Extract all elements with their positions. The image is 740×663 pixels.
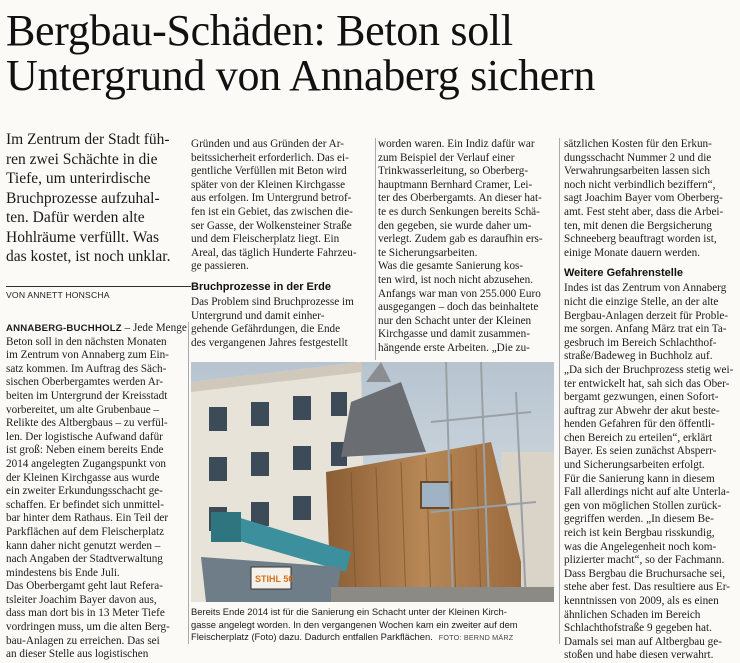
text-line: Das Problem sind Bruchprozesse im — [191, 295, 354, 308]
text-line: ist groß: Neben einem bereits Ende — [6, 444, 164, 457]
text-line: nur den Schacht unter der Kleinen — [378, 314, 532, 327]
text-line: sischen Oberbergamtes werden Ar- — [6, 376, 164, 389]
text-line: an dieser Stelle aus logistischen — [6, 648, 149, 661]
dateline-line — [6, 322, 186, 336]
text-line: ausgegangen – doch das beinhaltete — [378, 301, 539, 314]
teaser-line: Im Zentrum der Stadt füh- — [6, 131, 170, 148]
text-line: was die Angelegenheit noch kom- — [564, 540, 717, 553]
text-line: Beton soll in den nächsten Monaten — [6, 335, 167, 348]
text-line: bar hinter dem Rathaus. Ein Teil der — [6, 512, 169, 525]
text-line: bergamt gezwungen, einen Sofort- — [564, 391, 719, 404]
text-line: Gründen und aus Gründen der Ar- — [191, 138, 344, 150]
text-line: worden waren. Ein Indiz dafür war — [378, 138, 535, 150]
text-line: ser Gasse, der Wolkensteiner Straße — [191, 219, 352, 232]
text-line: te es durch Senkungen bereits Schä- — [378, 205, 540, 218]
sign-text: STIHL 50 — [255, 574, 294, 584]
text-line: ten, mit denen die Bergsicherung — [564, 219, 712, 232]
article-column-4 — [564, 138, 736, 663]
text-line: te Sicherungsarbeiten. — [378, 246, 478, 259]
text-line: den gegeben, sie wurde daher um- — [378, 219, 532, 232]
text-line: dass man dort bis in 13 Meter Tiefe — [6, 607, 165, 620]
text-line: kenntnissen von 2009, als es einen — [564, 595, 719, 607]
text-line: noch nicht verbindlich beziffern“, — [564, 178, 716, 191]
article-column-3 — [378, 138, 556, 356]
text-line: „Da sich der Bruchprozess stetig wei- — [564, 363, 734, 376]
teaser-line: das kostet, ist noch unklar. — [6, 248, 171, 265]
article-column-2 — [191, 138, 374, 350]
text-line: satz kommen. Im Auftrag des Säch- — [6, 362, 167, 375]
column-2-lines — [191, 138, 374, 274]
text-line: und dem Fleischerplatz liegt. Ein — [191, 233, 340, 246]
teaser-line: ten. Dafür werden alte — [6, 209, 145, 226]
text-line: nach Angaben der Stadtverwaltung — [6, 553, 163, 566]
article-column-1 — [6, 322, 186, 662]
text-line: und Sicherungsarbeiten erfolgt. — [564, 459, 705, 472]
text-line: ter entwickelt hat, sah sich das Ober- — [564, 377, 730, 390]
text-line: später von der Kleinen Kirchgasse — [191, 178, 346, 191]
text-line: hauptmann Bernhard Cramer, Lei- — [378, 178, 533, 191]
text-line: stoßen und habe diesen verwahrt. — [564, 649, 714, 662]
text-line: Trinkwasserleitung, so Oberberg- — [378, 165, 529, 178]
news-photo — [191, 362, 554, 602]
text-line: Kirchgasse und damit zusammen- — [378, 328, 530, 341]
text-line: ähnlichen Schaden im Bereich — [564, 608, 701, 621]
headline-line-2: Untergrund von Annaberg sichern — [6, 51, 596, 100]
text-line: plizierter macht“, so der Fachmann. — [564, 554, 725, 567]
text-line: einige Monate dauern werden. — [564, 246, 701, 259]
subhead-bruchprozesse: Bruchprozesse in der Erde — [191, 280, 331, 293]
text-line: vorbereitet, um alte Grubenbaue – — [6, 403, 160, 416]
teaser-line: Hohlräume verfüllt. Was — [6, 228, 159, 246]
text-line: Anfangs war man von 255.000 Euro — [378, 287, 541, 300]
text-line: chen Bereich zu erteilen“, erklärt — [564, 431, 713, 444]
text-line: Damals sei man auf Altbergbau ge- — [564, 635, 722, 648]
text-line: Schlachthofstraße 9 gegeben hat. — [564, 622, 712, 635]
text-line: fen ist ein Gebiet, das zwischen die- — [191, 205, 353, 218]
caption-line: gasse angelegt worden. In den vergangenen Wochen kam ein zweiter auf dem — [191, 618, 518, 630]
text-line: henden Gefahren für den öffentli- — [564, 418, 715, 431]
text-line: mindestens bis Ende Juli. — [6, 566, 120, 579]
text-line: Dass Bergbau die Bruchursache sei, — [564, 567, 726, 580]
text-line: ten wird, ist noch nicht abzusehen. — [378, 273, 534, 286]
text-line: reich ist kein Bergbau risskundig, — [564, 527, 715, 540]
text-line: im Zentrum von Annaberg zum Ein- — [6, 349, 169, 362]
text-line: sätzlichen Kosten für den Erkun- — [564, 138, 712, 150]
column-divider — [559, 138, 560, 644]
text-line: gentliche Verfüllen mit Beton wird — [191, 165, 347, 178]
text-line: vordringen muss, um die alten Berg- — [6, 621, 170, 634]
teaser-line: Tiefe, um unterirdische — [6, 170, 151, 187]
text-line: bau-Anlagen zu erreichen. Das sei — [6, 634, 160, 647]
text-line: beiten im Untergrund der Kreisstadt — [6, 389, 168, 402]
text-line: Das Oberbergamt geht laut Refera- — [6, 580, 163, 593]
column-2-lines-2 — [191, 296, 374, 350]
text-line: ein zweiter Erkundungsschacht ge- — [6, 485, 163, 498]
text-line: tsleiter Joachim Bayer davon aus, — [6, 593, 157, 606]
teaser-line: ren zwei Schächte in die — [6, 150, 158, 168]
text-line: des vergangenen Jahres festgestellt — [191, 336, 348, 349]
text-line: straße/Badeweg in Buchholz auf. — [564, 350, 713, 363]
text-line: gehende Gefährdungen, die Ende — [191, 323, 341, 336]
dateline: ANNABERG-BUCHHOLZ — [6, 323, 122, 334]
photo-credit: FOTO: BERND MÄRZ — [438, 633, 514, 642]
caption-line-last — [191, 631, 556, 645]
text-line: aus erfolgen. Im Untergrund betrof- — [191, 192, 352, 205]
teaser-line: Bruchprozesse aufzuhal- — [6, 189, 160, 207]
column-divider — [375, 138, 376, 360]
teaser — [6, 130, 191, 267]
column-4-lines-2 — [564, 282, 736, 663]
text-line: Untergrund und damit einher- — [191, 309, 325, 322]
text-line: gegriffen werden. „In diesem Be- — [564, 513, 714, 526]
column-1-lines — [6, 336, 186, 662]
photo-caption — [191, 606, 556, 645]
text-line: gen von möglichen Stollen zurück- — [564, 499, 722, 512]
text-line: Parkflächen auf dem Fleischerplatz — [6, 525, 165, 538]
column-4-lines — [564, 138, 736, 260]
text-line: Indes ist das Zentrum von Annaberg — [564, 282, 727, 295]
text-line: Fall allerdings nicht auf alte Unterla- — [564, 486, 730, 499]
text-line: Verwahrungsarbeiten lassen sich — [564, 165, 711, 178]
text-line: verlegt. Zudem gab es daraufhin ers- — [378, 233, 543, 246]
caption-line: Bereits Ende 2014 ist für die Sanierung ein Schacht unter der Kleinen Kirch- — [191, 606, 507, 617]
text-line: zum Beispiel der Verlauf einer — [378, 151, 515, 164]
column-3-lines — [378, 138, 556, 356]
text-line: Was die gesamte Sanierung kos- — [378, 260, 524, 273]
text-line: Schneeberg beauftragt worden ist, — [564, 233, 717, 246]
text-line: Bayer. Es seien zunächst Absperr- — [564, 445, 717, 458]
author-byline: VON ANNETT HONSCHA — [6, 286, 191, 300]
text-line: len. Der logistische Aufwand dafür — [6, 430, 163, 443]
caption-line: Fleischerplatz (Foto) dazu. Dadurch entfallen Parkflächen. — [191, 631, 433, 642]
headline-line-1: Bergbau-Schäden: Beton soll — [6, 6, 513, 55]
text-line: kann daher nicht genutzt werden – — [6, 539, 161, 552]
text-line: hängende erste Arbeiten. „Die zu- — [378, 341, 530, 354]
dateline-rest: – Jede Menge — [121, 322, 187, 334]
text-line: Bergbau-Anlagen derzeit für Proble- — [564, 309, 729, 322]
text-line: Areal, das täglich Hunderte Fahrzeu- — [191, 246, 357, 259]
text-line: stehe aber fest. Das resultiere aus Er- — [564, 581, 730, 594]
text-line: Für die Sanierung kann in diesem — [564, 472, 715, 485]
text-line: dungsschacht Nummer 2 und die — [564, 151, 712, 164]
text-line: me sorgen. Anfang März trat ein Ta- — [564, 323, 727, 336]
column-divider — [188, 322, 189, 644]
text-line: sagt Joachim Bayer vom Oberberg- — [564, 192, 723, 205]
text-line: schaffen. Er befindet sich unmittel- — [6, 498, 164, 511]
subhead-weitere-gefahrenstelle: Weitere Gefahrenstelle — [564, 267, 684, 280]
text-line: beitssicherheit erforderlich. Das ei- — [191, 151, 349, 164]
text-line: ge passieren. — [191, 260, 249, 273]
text-line: Relikte des Altbergbaus – zu verfül- — [6, 417, 168, 430]
construction-site-photo — [191, 362, 554, 602]
text-line: gesbruch im Bereich Schlachthof- — [564, 336, 717, 349]
text-line: auftrag zur Abwehr der akut beste- — [564, 404, 720, 417]
text-line: 2014 angelegten Zugangspunkt von — [6, 457, 167, 470]
text-line: der Kleinen Kirchgasse aus wurde — [6, 471, 160, 484]
text-line: ter des Oberbergamts. An dieser hat- — [378, 192, 542, 205]
text-line: amt. Fest steht aber, dass die Arbei- — [564, 205, 724, 218]
text-line: nicht die einzige Stelle, an der alte — [564, 295, 719, 308]
headline — [6, 8, 736, 98]
